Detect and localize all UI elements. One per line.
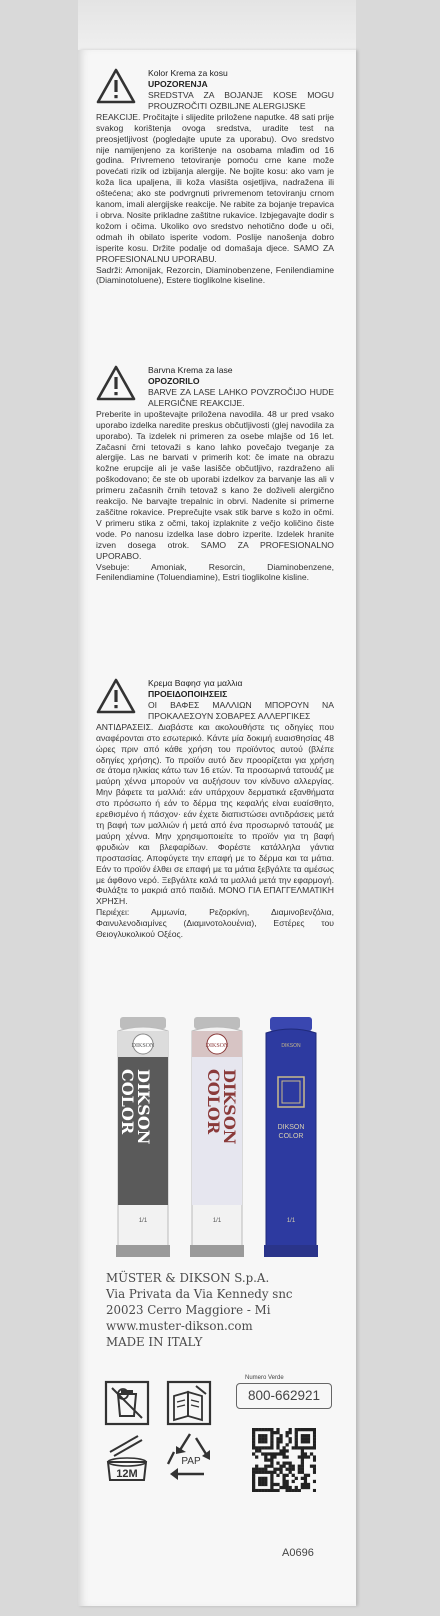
made-in-label: MADE IN ITALY bbox=[106, 1335, 203, 1349]
section-body bbox=[96, 90, 334, 286]
section-body bbox=[96, 700, 334, 940]
section-warning-line: ΟΙ ΒΑΦΕΣ ΜΑΛΛΙΩΝ ΜΠΟΡΟΥΝ ΝΑ ΠΡΟΚΑΛΕΣΟΥΝ ΣΟΒΑΡΕΣ ΑΛΛΕΡΓΙΚΕΣ bbox=[148, 700, 334, 721]
company-name: MÜSTER & DIKSON S.p.A. bbox=[106, 1271, 270, 1285]
warning-triangle-icon bbox=[96, 68, 136, 104]
tube-red bbox=[188, 1017, 246, 1257]
tube-brand-line1: DIKSON bbox=[277, 1124, 305, 1131]
section-header bbox=[148, 68, 334, 90]
read-instructions-icon bbox=[166, 1380, 212, 1426]
warning-section-croatian bbox=[96, 68, 334, 286]
warning-triangle-icon bbox=[96, 678, 136, 714]
section-subtitle: UPOZORENJA bbox=[148, 79, 208, 89]
carton-top-edge bbox=[78, 0, 356, 50]
company-website: www.muster-dikson.com bbox=[106, 1319, 253, 1333]
tube-shade: 1/1 bbox=[138, 1218, 148, 1224]
warning-section-greek bbox=[96, 678, 334, 940]
section-warning-line: SREDSTVA ZA BOJANJE KOSE MOGU PROUZROČITI OZBILJNE ALERGIJSKE bbox=[148, 90, 334, 111]
company-address-line2: 20023 Cerro Maggiore - Mi bbox=[106, 1303, 271, 1317]
tube-graphite bbox=[114, 1017, 172, 1257]
company-address-line1: Via Privata da Via Kennedy snc bbox=[106, 1287, 293, 1301]
section-subtitle: ΠΡΟΕΙΔΟΠΟΙΗΣΕΙΣ bbox=[148, 689, 228, 699]
tube-brand-line2: COLOR bbox=[204, 1069, 223, 1135]
tube-blue bbox=[262, 1017, 320, 1257]
tube-logo-text: DIKSON bbox=[281, 1043, 301, 1049]
product-code: A0696 bbox=[282, 1547, 314, 1559]
section-ingredients: Περιέχει: Αμμωνία, Ρεζορκίνη, Διαμινοβενζόλια, Φαινυλενοδιαμίνες (Διαμινοτολουένια), Εστέρες του Θειογλυκολικού Οξέος. bbox=[96, 907, 334, 940]
tube-brand-line1: DIKSON bbox=[220, 1069, 239, 1145]
section-text: ΑΝΤΙΔΡΑΣΕΙΣ. Διαβάστε και ακολουθήστε τις οδηγίες που αναφέρονται στο εσωτερικό. Κάντε μία δοκιμή ευαισθησίας 48 ώρες πριν από κάθε χρήση του προϊόντος αυτού (βλέπε οδηγίες χρήσης). Το προϊόν αυτό δεν προορίζεται για χρήση σε άτομα ηλικίας κάτω των 16 ετών. Τα προσωρινά τατουάζ με μαύρη χέννα μπορούν να αυξήσουν τον κίνδυνο αλλεργίας. Μην βάφετε τα μαλλιά: εάν υπάρχουν δερματικά εξανθήματα στο πρόσωπο ή εάν το δέρμα της κεφαλής είναι ευαίσθητο, ερεθισμένο ή πάσχον· εάν έχετε διαπιστώσει αντιδράσεις μετά τη βαφή των μαλλιών ή μετά από ένα προσωρινό τατουάζ με μαύρη χέννα. Μην χρησιμοποιείτε το προϊόν για τη βαφή φρυδιών και βλεφαρίδων. Φορέστε κατάλληλα γάντια προστασίας. Αποφύγετε την επαφή με το δέρμα και τα μάτια. Εάν το προϊόν έλθει σε επαφή με τα μάτια ξεβγάλτε τα αμέσως με άφθονο νερό. Ξεβγάλτε καλά τα μαλλιά μετά την εφαρμογή. Φυλάξτε το μακριά από παιδιά. ΜΟΝΟ ΓΙΑ ΕΠΑΓΓΕΛΜΑΤΙΚΗ ΧΡΗΣΗ. bbox=[96, 721, 334, 907]
tube-brand-line2: COLOR bbox=[118, 1069, 137, 1135]
product-tubes-image bbox=[114, 1017, 334, 1257]
section-warning-line: BARVE ZA LASE LAHKO POVZROČIJO HUDE ALERGIČNE REAKCIJE. bbox=[148, 387, 334, 408]
numero-verde-label: Numero Verde bbox=[245, 1375, 284, 1381]
recycle-label: PAP bbox=[181, 1456, 201, 1467]
company-info bbox=[106, 1270, 336, 1350]
section-header bbox=[148, 678, 334, 700]
phone-number: 800-662921 bbox=[236, 1383, 332, 1409]
section-text: Preberite in upoštevajte priložena navodila. 48 ur pred vsako uporabo izdelka naredite preskus občutljivosti (glej navodila za uporabo). Ta izdelek ni primeren za osebe mlajše od 16 let. Začasni črni tetovaži s kano lahko povečajo tveganje za alergije. Las ne barvati v primerih kot: če imate na obrazu kožne erupcije ali je vaše lasišče občutljivo, razdraženo ali poškodovano; če ste ob uporabi izdelkov za barvanje las ali v primeru začasnih črnih tetovaž s kano že doživeli alergično reakcijo. Ne barvajte trepalnic in obrvi. Nadenite si primerne zaščitne rokavice. Preprečujte vsak stik barve s kožo in očmi. V primeru stika z očmi, takoj izplaknite z večjo količino čiste vode. Po nanosu izdelka lase dobro izperite. Izdelek hranite izven dosega otrok. SAMO ZA PROFESIONALNO UPORABO. bbox=[96, 408, 334, 561]
recycle-icon bbox=[164, 1430, 216, 1484]
section-title: Kolor Krema za kosu bbox=[148, 68, 228, 78]
tube-brand-line1: DIKSON bbox=[134, 1069, 153, 1145]
tube-logo-text: DIKSON bbox=[131, 1043, 155, 1049]
section-header bbox=[148, 365, 334, 387]
section-ingredients: Sadrži: Amonijak, Rezorcin, Diaminobenzene, Fenilendiamine (Diaminotoluene), Estere tioglikolne kiseline. bbox=[96, 264, 334, 286]
qr-code-icon bbox=[252, 1428, 316, 1492]
section-title: Κρεμα Βαφησ για μαλλια bbox=[148, 678, 243, 688]
tube-logo-text: DIKSON bbox=[205, 1043, 229, 1049]
tube-shade: 1/1 bbox=[212, 1218, 222, 1224]
section-title: Barvna Krema za lase bbox=[148, 365, 233, 375]
trash-bin-icon bbox=[104, 1380, 150, 1426]
section-text: REAKCIJE. Pročitajte i slijedite priložene naputke. 48 sati prije svakog korištenja ovoga sredstva, uradite test na preosjetljivost (pogledajte upute za uporabu). Ovo sredstvo nije namijenjeno za korištenje na osobama mlađim od 16 godina. Privremeno tetoviranje pomoću crne kane može povećati rizik od izbijanja alergije. Ne bojite kosu: ako vam je koža lica upaljena, ili koža vlasišta osjetljiva, nadražena ili oštećena; ako ste podvrgnuti privremenom tetoviranju crnom kanom, imali alergijske reakcije. Ne rabite za bojanje trepavica i obrva. Nosite prikladne zaštitne rukavice. Izbjegavajte dodir s kožom i očima. Ukoliko ovo sredstvo nehotično dođe u oči, odmah ih obilato isperite vodom. Poslije nanošenja dobro isperite kosu. Držite podalje od domašaja djece. SAMO ZA PROFESIONALNU UPORABU. bbox=[96, 111, 334, 264]
tube-brand-line2: COLOR bbox=[278, 1133, 304, 1140]
section-body bbox=[96, 387, 334, 583]
pao-label: 12M bbox=[116, 1468, 138, 1480]
warning-triangle-icon bbox=[96, 365, 136, 401]
section-ingredients: Vsebuje: Amoniak, Resorcin, Diaminobenzene, Fenilendiamine (Toluendiamine), Estri tioglikolne kisline. bbox=[96, 561, 334, 583]
warning-section-slovenian bbox=[96, 365, 334, 583]
tube-shade: 1/1 bbox=[286, 1218, 296, 1224]
period-after-opening-icon bbox=[104, 1432, 150, 1484]
section-subtitle: OPOZORILO bbox=[148, 376, 200, 386]
